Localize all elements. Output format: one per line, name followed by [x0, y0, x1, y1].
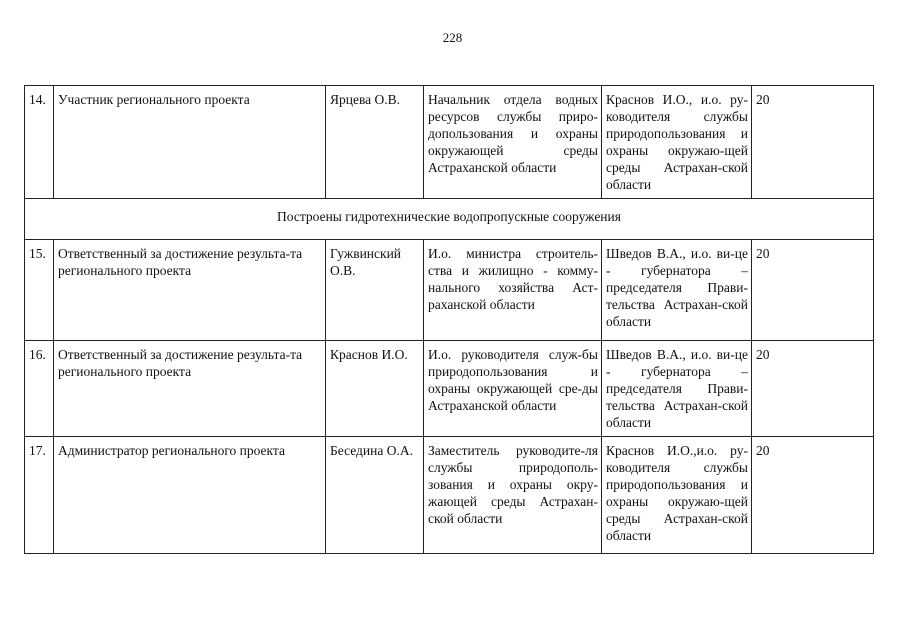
value-cell: 20: [752, 437, 874, 554]
position-cell: Начальник отдела водных ресурсов службы приро-допользования и охраны окружающей среды Астраханской области: [424, 86, 602, 199]
supervisor-cell: Краснов И.О., и.о. ру-ководителя службы природопользования и охраны окружаю-щей среды Астрахан-ской области: [602, 86, 752, 199]
supervisor-cell: Шведов В.А., и.о. ви-це - губернатора – председателя Прави-тельства Астрахан-ской области: [602, 341, 752, 437]
person-cell: Беседина О.А.: [326, 437, 424, 554]
row-number: 16.: [25, 341, 54, 437]
position-cell: Заместитель руководите-ля службы природополь-зования и охраны окру-жающей среды Астрахан-ской области: [424, 437, 602, 554]
section-title: Построены гидротехнические водопропускные сооружения: [25, 199, 874, 240]
role-cell: Участник регионального проекта: [54, 86, 326, 199]
person-cell: Краснов И.О.: [326, 341, 424, 437]
table-row: [25, 437, 874, 554]
role-cell: Ответственный за достижение результа-та регионального проекта: [54, 240, 326, 341]
value-cell: 20: [752, 341, 874, 437]
row-number: 14.: [25, 86, 54, 199]
role-cell: Администратор регионального проекта: [54, 437, 326, 554]
person-cell: Ярцева О.В.: [326, 86, 424, 199]
responsibility-table: [24, 85, 874, 554]
supervisor-cell: Краснов И.О.,и.о. ру-ководителя службы природопользования и охраны окружаю-щей среды Астрахан-ской области: [602, 437, 752, 554]
table-row: [25, 240, 874, 341]
table-row: [25, 86, 874, 199]
page-number: 228: [442, 30, 463, 45]
value-cell: 20: [752, 86, 874, 199]
value-cell: 20: [752, 240, 874, 341]
role-cell: Ответственный за достижение результа-та регионального проекта: [54, 341, 326, 437]
supervisor-cell: Шведов В.А., и.о. ви-це - губернатора – председателя Прави-тельства Астрахан-ской области: [602, 240, 752, 341]
row-number: 15.: [25, 240, 54, 341]
table-row: [25, 341, 874, 437]
row-number: 17.: [25, 437, 54, 554]
position-cell: И.о. министра строитель-ства и жилищно - комму-нального хозяйства Аст-раханской области: [424, 240, 602, 341]
position-cell: И.о. руководителя служ-бы природопользования и охраны окружающей сре-ды Астраханской области: [424, 341, 602, 437]
section-row: [25, 199, 874, 240]
person-cell: Гужвинский О.В.: [326, 240, 424, 341]
